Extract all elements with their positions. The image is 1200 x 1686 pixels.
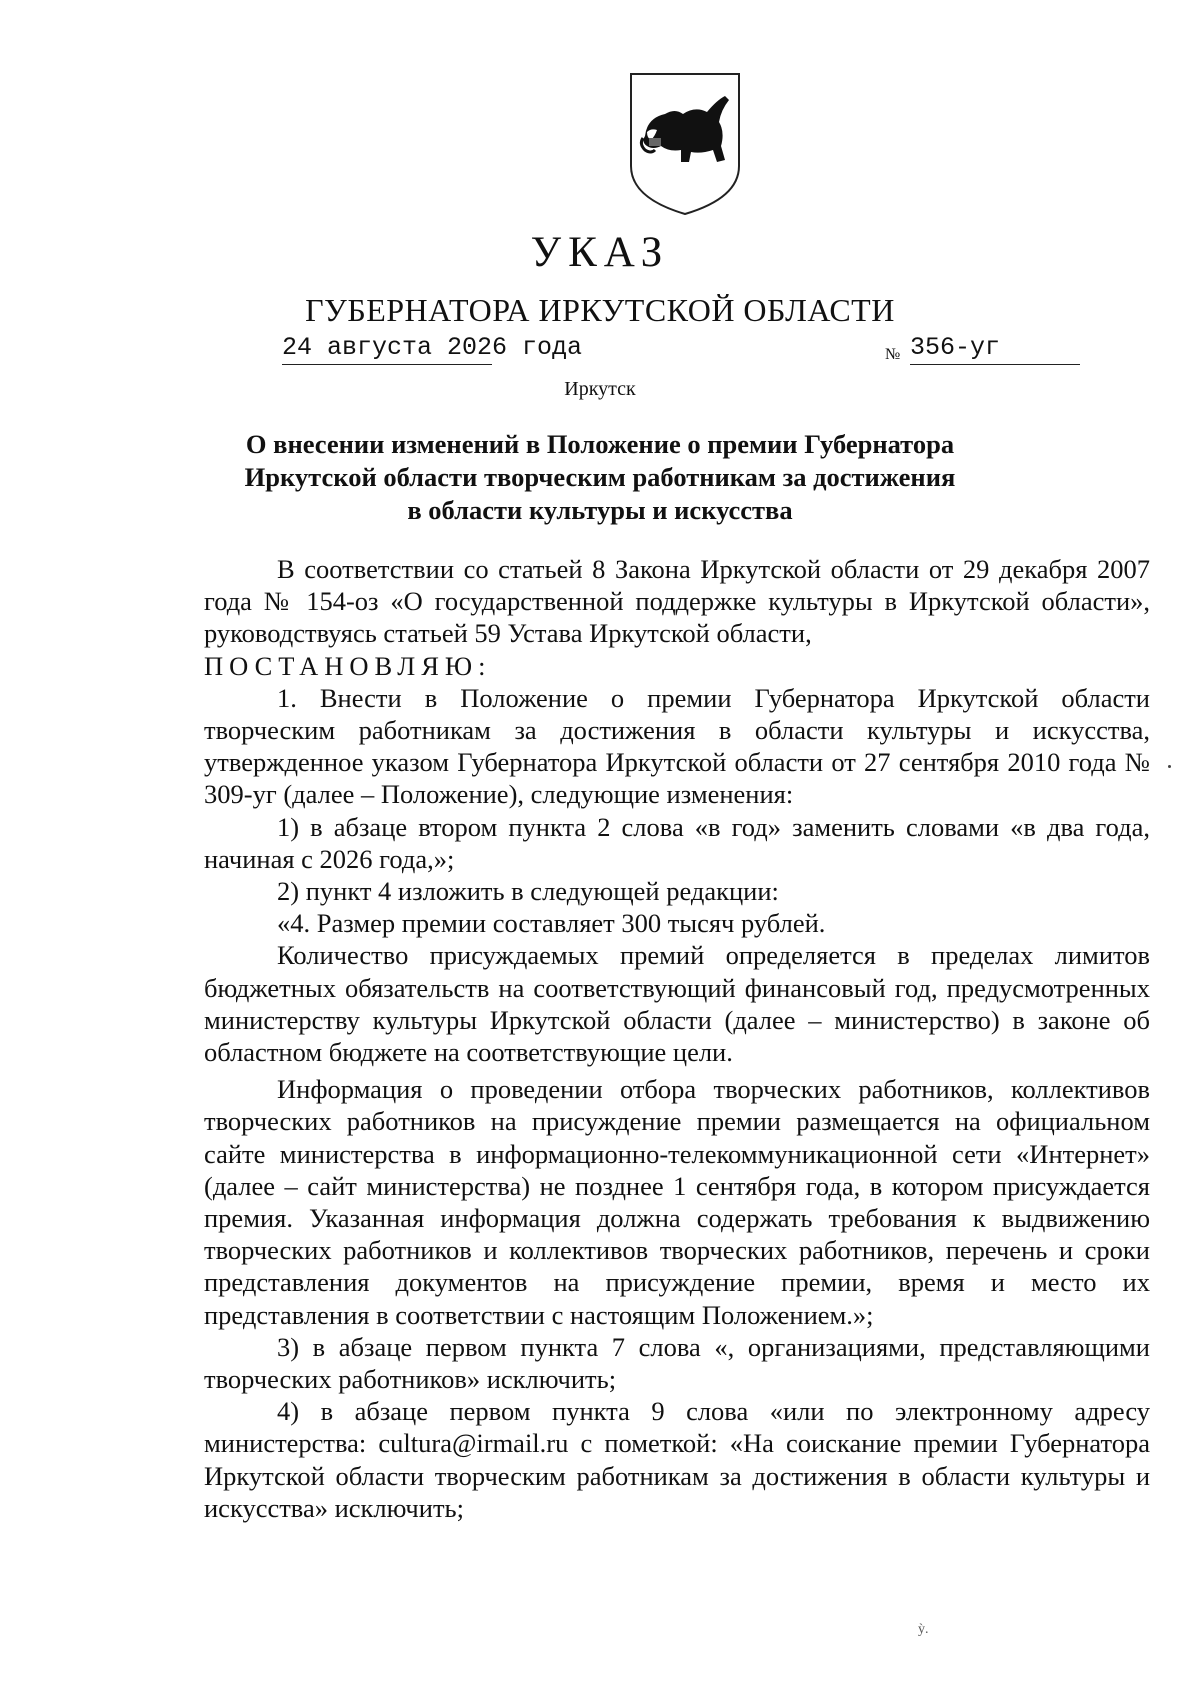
- issuer-title: ГУБЕРНАТОРА ИРКУТСКОЙ ОБЛАСТИ: [305, 292, 895, 328]
- heading-line: О внесении изменений в Положение о премии Губернатора: [245, 429, 955, 459]
- paragraph-item-1: 1. Внести в Положение о премии Губернатора Иркутской области творческим работникам за достижения в области культуры и искусства, утвержденное указом Губернатора Иркутской области от 27 сентября 2010 года № 309-уг (далее – Положение), следующие изменения:: [204, 682, 1150, 810]
- paragraph-subitem-3: 3) в абзаце первом пункта 7 слова «, организациями, представляющими творческих работников» исключить;: [204, 1331, 1150, 1395]
- paragraph-subitem-1: 1) в абзаце втором пункта 2 слова «в год» заменить словами «в два года, начиная с 2026 года,»;: [204, 811, 1150, 874]
- city-label: Иркутск: [564, 378, 636, 400]
- paragraph-preamble: В соответствии со статьей 8 Закона Иркутской области от 29 декабря 2007 года № 154-оз «О государственной поддержке культуры в Иркутской области», руководствуясь статьей 59 Устава Иркутской области,: [204, 554, 1150, 649]
- paragraph-quote-start: «4. Размер премии составляет 300 тысяч рублей.: [277, 908, 826, 939]
- document-date: 24 августа 2026 года: [282, 333, 492, 365]
- decree-word: ПОСТАНОВЛЯЮ:: [204, 650, 492, 681]
- document-number: 356-уг: [910, 333, 1080, 365]
- scan-speck: [1168, 765, 1171, 768]
- paragraph-quote: Количество присуждаемых премий определяется в пределах лимитов бюджетных обязательств на соответствующий финансовый год, предусмотренных министерству культуры Иркутской области (далее – министерство) в законе об областном бюджете на соответствующие цели.: [204, 940, 1150, 1068]
- paragraph-quote: Информация о проведении отбора творческих работников, коллективов творческих работников на присуждение премии размещается на официальном сайте министерства в информационно-телекоммуникационной сети «Интернет» (далее – сайт министерства) не позднее 1 сентября года, в котором присуждается премия. Указанная информация должна содержать требования к выдвижению творческих работников и коллективов творческих работников, перечень и сроки представления документов на присуждение премии, время и место их представления в соответствии с настоящим Положением.»;: [204, 1074, 1150, 1330]
- number-sign: №: [885, 346, 901, 363]
- paragraph-subitem-4: 4) в абзаце первом пункта 9 слова «или по электронному адресу министерства: cultura@irmail.ru с пометкой: «На соискание премии Губернатора Иркутской области творческим работникам за достижения в области культуры и искусства» исключить;: [204, 1396, 1150, 1523]
- document-title: УКАЗ: [530, 229, 670, 276]
- paragraph-subitem-2: 2) пункт 4 изложить в следующей редакции:: [277, 876, 779, 907]
- document-body: [204, 553, 1150, 1524]
- document-heading: [240, 428, 960, 527]
- coat-of-arms-icon: [625, 70, 745, 218]
- page-mark: ỳ.: [918, 1622, 929, 1637]
- heading-line: Иркутской области творческим работникам за достижения: [244, 462, 956, 492]
- heading-line: в области культуры и искусства: [407, 495, 793, 525]
